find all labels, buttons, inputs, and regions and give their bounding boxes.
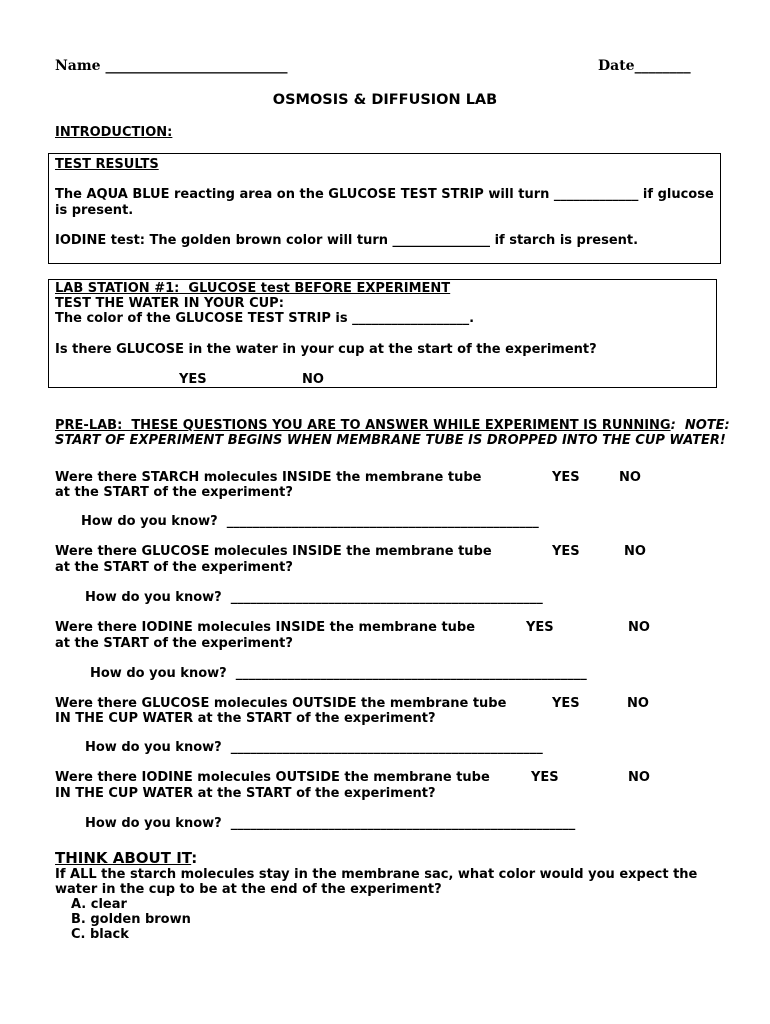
question-1-no: NO bbox=[619, 470, 641, 485]
think-heading-colon: : bbox=[191, 849, 198, 867]
prelab-heading-main: PRE-LAB: THESE QUESTIONS YOU ARE TO ANSWER WHILE EXPERIMENT IS RUNNING bbox=[55, 418, 671, 433]
glucose-test-text: The AQUA BLUE reacting area on the GLUCOSE TEST STRIP will turn _____________ if glucose bbox=[55, 187, 714, 202]
iodine-test-text: IODINE test: The golden brown color will turn _______________ if starch is present. bbox=[55, 233, 639, 248]
question-5-line2: IN THE CUP WATER at the START of the experiment? bbox=[55, 786, 436, 801]
question-3-how: How do you know? ______________________________________________________ bbox=[90, 666, 587, 681]
question-4-line1: Were there GLUCOSE molecules OUTSIDE the membrane tube bbox=[55, 696, 507, 711]
question-2-how: How do you know? ________________________________________________ bbox=[85, 590, 543, 605]
question-2-no: NO bbox=[624, 544, 646, 559]
question-5-how: How do you know? _____________________________________________________ bbox=[85, 816, 576, 831]
question-3-line2: at the START of the experiment? bbox=[55, 636, 293, 651]
question-3-no: NO bbox=[628, 620, 650, 635]
question-2-line2: at the START of the experiment? bbox=[55, 560, 293, 575]
glucose-test-text-cont: is present. bbox=[55, 203, 134, 218]
station1-instruction: TEST THE WATER IN YOUR CUP: bbox=[55, 296, 284, 311]
question-1-line1: Were there STARCH molecules INSIDE the membrane tube bbox=[55, 470, 482, 485]
think-option-c: C. black bbox=[71, 927, 129, 942]
question-4-yes: YES bbox=[552, 696, 580, 711]
question-4-line2: IN THE CUP WATER at the START of the experiment? bbox=[55, 711, 436, 726]
think-heading-text: THINK ABOUT IT bbox=[55, 849, 192, 867]
station1-heading: LAB STATION #1: GLUCOSE test BEFORE EXPERIMENT bbox=[55, 281, 451, 296]
station1-no: NO bbox=[302, 372, 324, 387]
station1-yes: YES bbox=[179, 372, 207, 387]
think-question-line1: If ALL the starch molecules stay in the membrane sac, what color would you expect the bbox=[55, 867, 698, 882]
question-2-line1: Were there GLUCOSE molecules INSIDE the membrane tube bbox=[55, 544, 492, 559]
test-results-heading: TEST RESULTS bbox=[55, 157, 159, 172]
think-option-a: A. clear bbox=[71, 897, 127, 912]
think-heading bbox=[55, 849, 197, 867]
station1-question: Is there GLUCOSE in the water in your cup at the start of the experiment? bbox=[55, 342, 597, 357]
page-title: OSMOSIS & DIFFUSION LAB bbox=[272, 92, 498, 108]
question-3-line1: Were there IODINE molecules INSIDE the membrane tube bbox=[55, 620, 476, 635]
introduction-heading: INTRODUCTION: bbox=[55, 125, 173, 140]
think-option-b: B. golden brown bbox=[71, 912, 191, 927]
prelab-note-text: START OF EXPERIMENT BEGINS WHEN MEMBRANE TUBE IS DROPPED INTO THE CUP WATER! bbox=[55, 433, 726, 448]
date-field-label: Date________ bbox=[598, 58, 691, 74]
station1-strip-color: The color of the GLUCOSE TEST STRIP is __________________. bbox=[55, 311, 475, 326]
question-4-how: How do you know? ________________________________________________ bbox=[85, 740, 543, 755]
question-5-yes: YES bbox=[531, 770, 559, 785]
question-5-line1: Were there IODINE molecules OUTSIDE the membrane tube bbox=[55, 770, 490, 785]
name-field-label: Name __________________________ bbox=[55, 58, 288, 74]
question-1-yes: YES bbox=[552, 470, 580, 485]
question-2-yes: YES bbox=[552, 544, 580, 559]
question-4-no: NO bbox=[627, 696, 649, 711]
prelab-heading bbox=[55, 418, 730, 433]
question-3-yes: YES bbox=[526, 620, 554, 635]
prelab-note: : NOTE: bbox=[670, 418, 730, 433]
question-1-line2: at the START of the experiment? bbox=[55, 485, 293, 500]
question-5-no: NO bbox=[628, 770, 650, 785]
question-1-how: How do you know? ________________________________________________ bbox=[81, 514, 539, 529]
think-question-line2: water in the cup to be at the end of the experiment? bbox=[55, 882, 442, 897]
